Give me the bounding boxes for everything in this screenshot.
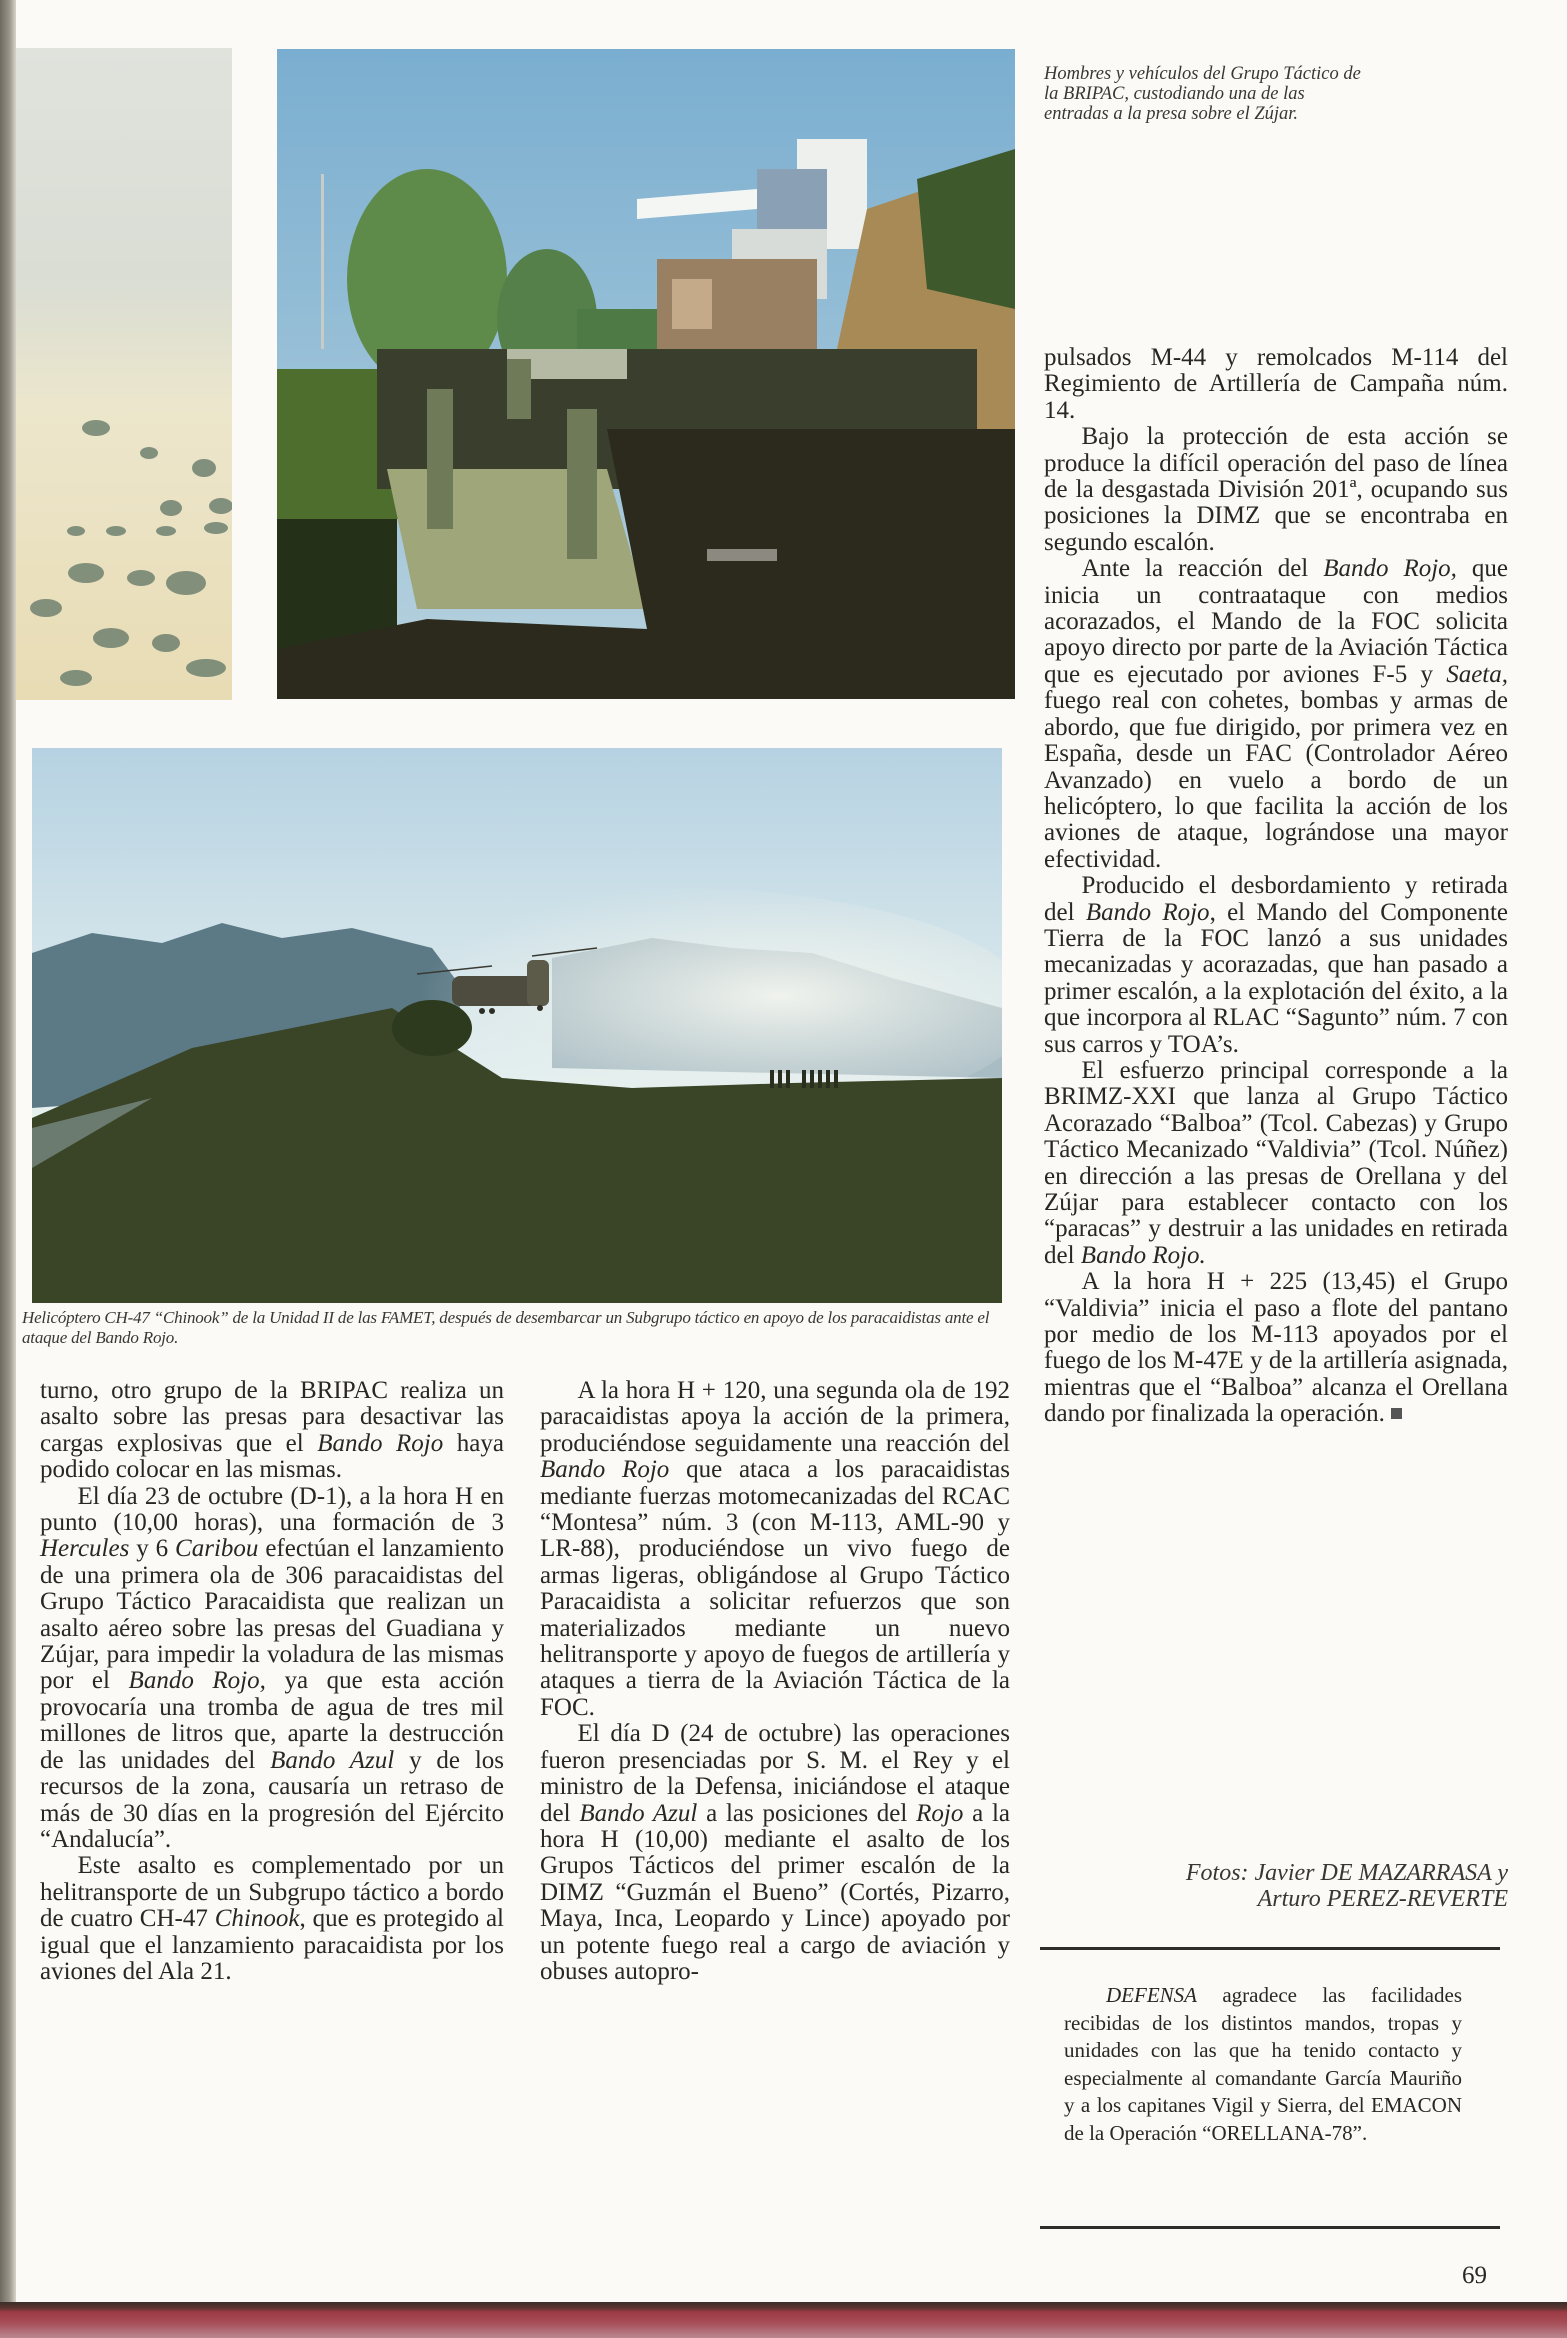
italic-term: Bando Rojo <box>540 1456 670 1484</box>
text-run: Producido el desbordamiento y retirada del <box>1044 872 1508 926</box>
acknowledgement-bottom-rule <box>1040 2226 1500 2229</box>
text-run: El esfuerzo principal corresponde a la BRIMZ-XXI que lanza al Grupo Táctico Acorazado “Balboa” (Tcol. Cabezas) y Grupo Táctico Mecanizado “Valdivia” (Tcol. Núñez) en dirección a las presas de Orellana y del Zújar para establecer contacto con los “paracas” y destruir a las unidades en retirada del <box>1044 1056 1508 1269</box>
article-column-3 <box>1044 345 1508 1428</box>
text-run: que ataca a los paracaidistas mediante fuerzas motomecanizadas del RCAC “Montesa” núm. 3 (con M-113, AML-90 y LR-88), produciéndose un vivo fuego de armas ligeras, obligándose al Grupo Táctico Paracaidista a solicitar refuerzos que son materializados mediante un nuevo helitransporte y apoyo de fuegos de artillería y ataques a tierra de la Aviación Táctica de la FOC. <box>540 1456 1010 1721</box>
text-run: , que es protegido al igual que el lanzamiento paracaidista por los aviones del Ala 21. <box>40 1905 504 1985</box>
article-paragraph <box>1044 1058 1508 1269</box>
text-run: a las posiciones del <box>697 1799 917 1827</box>
article-paragraph <box>1044 345 1508 424</box>
italic-term: Chinook <box>214 1905 300 1933</box>
text-run: Ante la reacción del <box>1081 555 1324 583</box>
article-paragraph <box>1044 873 1508 1058</box>
italic-term: Rojo <box>916 1799 964 1827</box>
photo-credits <box>1044 1860 1508 1912</box>
article-column-1 <box>40 1378 504 1985</box>
italic-term: Bando Rojo <box>317 1429 444 1457</box>
italic-term: Hercules <box>40 1535 130 1563</box>
italic-term: Bando Azul <box>579 1799 698 1827</box>
article-paragraph <box>1044 1269 1508 1427</box>
text-run: El día D (24 de octubre) las operaciones fueron presenciadas por S. M. el Rey y el ministro de la Defensa, iniciándose el ataque del <box>540 1720 1010 1827</box>
text-run: haya podido colocar en las mismas. <box>40 1429 504 1484</box>
acknowledgement-box <box>1064 1982 1462 2147</box>
acknowledgement-magazine-name: DEFENSA <box>1106 1983 1197 2007</box>
text-run: que inicia un contraataque con medios acorazados, el Mando de la FOC solicita apoyo directo por parte de la Aviación Táctica que es ejecutado por aviones F-5 y <box>1044 555 1508 688</box>
photo-caption-dam: Hombres y vehículos del Grupo Táctico de la BRIPAC, custodiando una de las entradas a la presa sobre el Zújar. <box>1044 64 1361 124</box>
end-of-article-square-icon <box>1391 1408 1402 1419</box>
photo-chinook-helicopter <box>32 748 1002 1303</box>
text-run: El día 23 de octubre (D-1), a la hora H en punto (10,00 horas), una formación de 3 <box>40 1482 504 1537</box>
article-paragraph <box>1044 556 1508 873</box>
text-run: fuego real con cohetes, bombas y armas de abordo, que fue dirigido, por primera vez en España, desde un FAC (Controlador Aéreo Avanzado) en vuelo a bordo de un helicóptero, lo que facilita la acción de los aviones de ataque, lográndose una mayor efectividad. <box>1044 687 1508 873</box>
text-run: turno, otro grupo de la BRIPAC realiza un asalto sobre las presas para desactivar las cargas explosivas que el <box>40 1377 504 1457</box>
text-run: A la hora H + 120, una segunda ola de 192 paracaidistas apoya la acción de la primera, produciéndose seguidamente una reacción del <box>540 1377 1010 1457</box>
text-run: A la hora H + 225 (13,45) el Grupo “Valdivia” inicia el paso a flote del pantano por medio de los M-113 apoyados por el fuego de los M-47E y de la artillería asignada, mientras que el “Balboa” alcanza el Orellana dando por finalizada la operación. <box>1044 1268 1508 1428</box>
italic-term: Bando Rojo, <box>1323 555 1457 583</box>
book-edge-band <box>0 2302 1567 2338</box>
book-spine-shadow <box>0 0 16 2338</box>
text-run: y de los recursos de la zona, causaría un retraso de más de 30 días en la progresión del Ejército “Andalucía”. <box>40 1746 505 1853</box>
article-column-2 <box>540 1378 1010 1985</box>
italic-term: Bando Rojo. <box>1080 1241 1206 1269</box>
photo-credits-line-1: Fotos: Javier DE MAZARRASA y <box>1185 1860 1508 1886</box>
italic-term: Bando Rojo, <box>128 1667 266 1695</box>
page-number: 69 <box>1462 2262 1487 2289</box>
acknowledgement-text: agradece las facilidades recibidas de los distintos mandos, tropas y unidades con las que ha tenido contacto y especialmente al comandante García Mauriño y a los capitanes Vigil y Sierra, del EMACON de la Operación “ORELLANA-78”. <box>1064 1983 1462 2145</box>
text-run: y 6 <box>129 1535 176 1563</box>
article-paragraph <box>40 1853 504 1985</box>
photo-credits-line-2: Arturo PEREZ-REVERTE <box>1257 1886 1508 1912</box>
article-paragraph <box>540 1721 1010 1985</box>
text-run: ya que esta acción provocaría una tromba de agua de tres mil millones de litros que, aparte la destrucción de las unidades del <box>40 1667 504 1774</box>
italic-term: Caribou <box>175 1535 259 1563</box>
italic-term: Bando Rojo <box>1085 898 1210 926</box>
article-paragraph <box>540 1378 1010 1721</box>
acknowledgement-top-rule <box>1040 1947 1500 1950</box>
photo-caption-helicopter: Helicóptero CH-47 “Chinook” de la Unidad II de las FAMET, después de desembarcar un Subgrupo táctico en apoyo de los paracaidistas ante el ataque del Bando Rojo. <box>22 1308 990 1347</box>
text-run: Bajo la protección de esta acción se produce la difícil operación del paso de línea de la desgastada División 201ª, ocupando sus posiciones la DIMZ que se encontraba en segundo escalón. <box>1044 423 1508 556</box>
article-paragraph <box>1044 424 1508 556</box>
text-run: a la hora H (10,00) mediante el asalto de los Grupos Tácticos del primer escalón de la DIMZ “Guzmán el Bueno” (Cortés, Pizarro, Maya, Inca, Leopardo y Lince) apoyado por un potente fuego real a cargo de aviación y obuses autopro- <box>540 1799 1011 1985</box>
italic-term: Saeta, <box>1446 660 1508 688</box>
photo-plains-landscape <box>16 48 232 700</box>
italic-term: Bando Azul <box>270 1746 395 1774</box>
article-paragraph <box>40 1378 504 1484</box>
article-paragraph <box>40 1484 504 1854</box>
text-run: Este asalto es complementado por un helitransporte de un Subgrupo táctico a bordo de cuatro CH-47 <box>40 1852 504 1933</box>
photo-dam-entrance-soldiers <box>277 49 1015 699</box>
text-run: , el Mando del Componente Tierra de la FOC lanzó a sus unidades mecanizadas y acorazadas, que han pasado a primer escalón, a la explotación del éxito, a la que incorpora al RLAC “Sagunto” núm. 7 con sus carros y TOA’s. <box>1044 898 1509 1058</box>
text-run: efectúan el lanzamiento de una primera ola de 306 paracaidistas del Grupo Táctico Paracaidista que realizan un asalto aéreo sobre las presas del Guadiana y Zújar, para impedir la voladura de las mismas por el <box>40 1535 504 1695</box>
text-run: pulsados M-44 y remolcados M-114 del Regimiento de Artillería de Campaña núm. 14. <box>1044 344 1508 424</box>
